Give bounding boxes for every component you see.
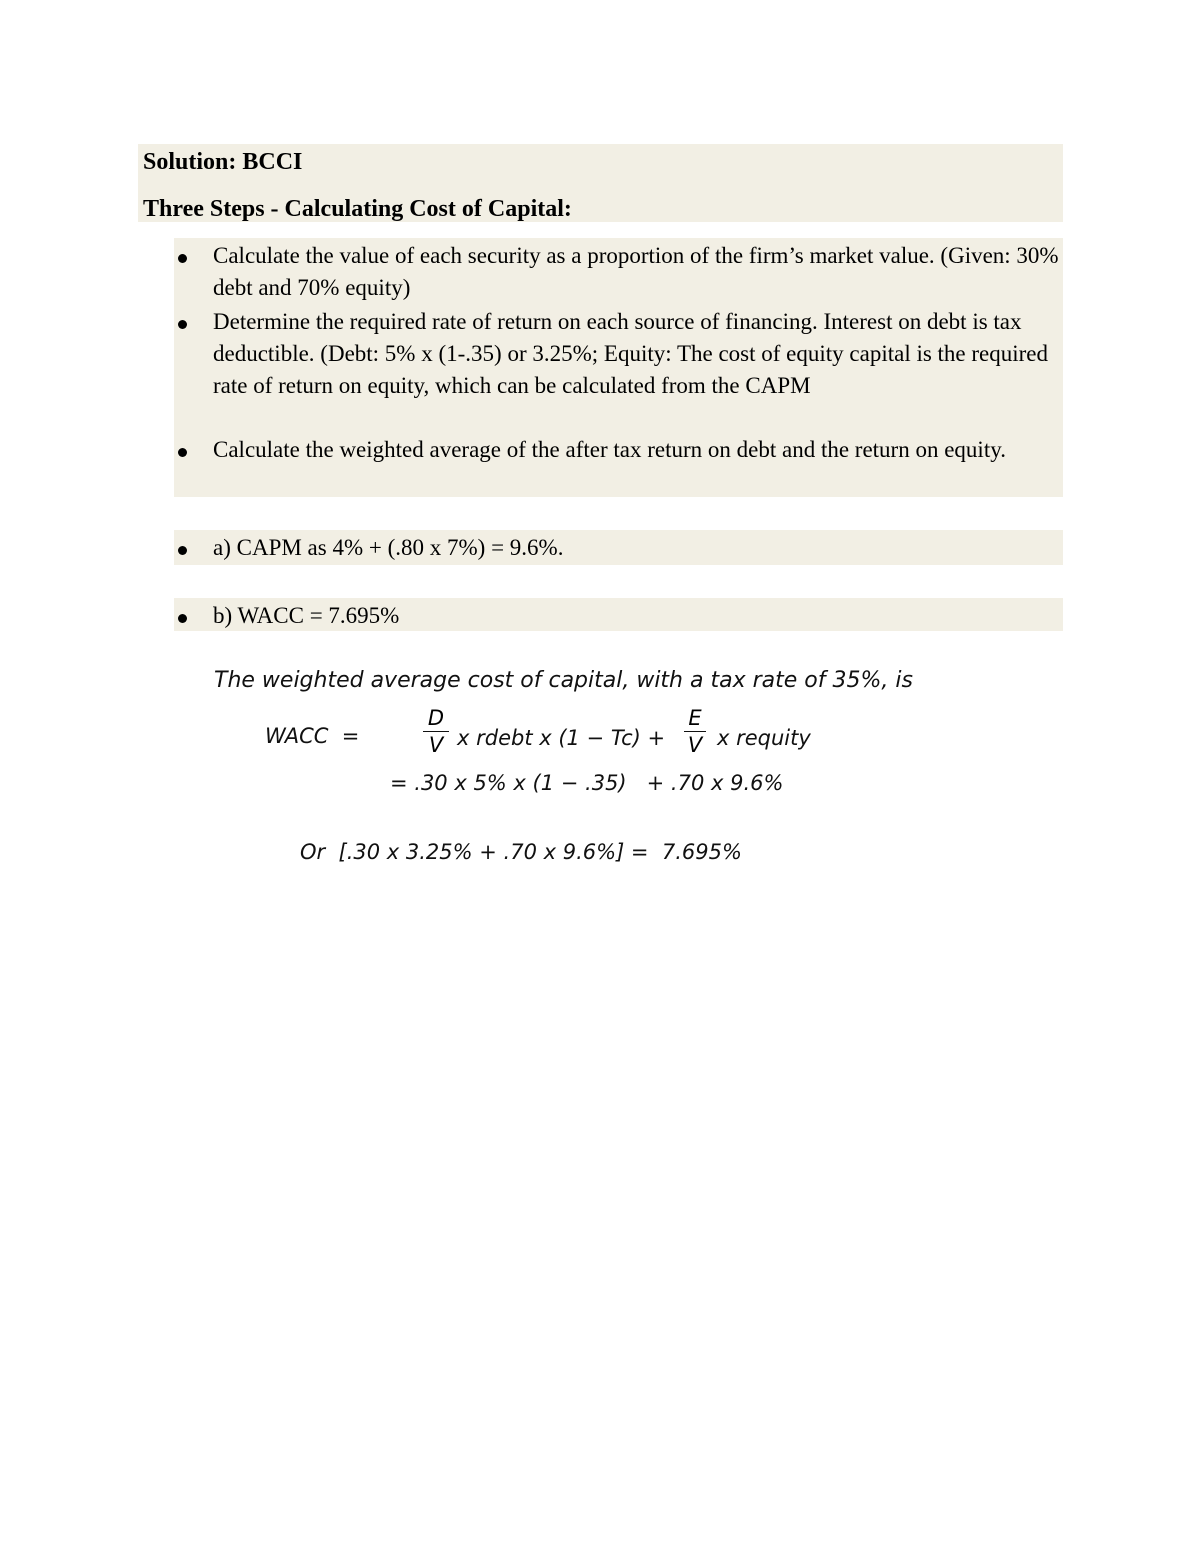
fraction-denominator: V — [687, 733, 703, 757]
formula-tail: x requity — [717, 726, 811, 750]
bullet-icon — [178, 254, 187, 263]
formula-line-2: = .30 x 5% x (1 − .35) + .70 x 9.6% — [390, 771, 784, 795]
fraction-bar — [423, 731, 449, 732]
bullet-icon — [178, 614, 187, 623]
bullet-icon — [178, 320, 187, 329]
fraction-bar — [684, 731, 706, 732]
bullet-icon — [178, 448, 187, 457]
fraction-numerator: E — [688, 706, 702, 730]
page-title: Solution: BCCI — [143, 149, 303, 175]
answer-b-text: b) WACC = 7.695% — [213, 603, 400, 628]
fraction-numerator: D — [427, 706, 445, 730]
formula-mid: x rdebt x (1 − Tc) + — [457, 726, 666, 750]
formula-lhs: WACC = — [265, 724, 360, 748]
fraction-denominator: V — [428, 733, 444, 757]
bullet-icon — [178, 546, 187, 555]
fraction-d-over-v — [423, 706, 449, 757]
step-text: Calculate the weighted average of the after tax return on debt and the return on equity. — [213, 437, 1006, 462]
formula-line-3: Or [.30 x 3.25% + .70 x 9.6%] = 7.695% — [300, 840, 742, 864]
answer-a-text: a) CAPM as 4% + (.80 x 7%) = 9.6%. — [213, 535, 564, 560]
formula-intro: The weighted average cost of capital, with a tax rate of 35%, is — [214, 668, 913, 693]
step-text: Determine the required rate of return on each source of financing. Interest on debt is tax deductible. (Debt: 5% x (1-.35) or 3.25%; Equity: The cost of equity capital is the required rate of return on equity, which can be calculated from the CAPM — [213, 309, 1049, 398]
page-subtitle: Three Steps - Calculating Cost of Capital: — [143, 196, 572, 222]
step-text: Calculate the value of each security as a proportion of the firm’s market value. (Given: 30% debt and 70% equity) — [213, 243, 1059, 300]
fraction-e-over-v — [684, 706, 706, 757]
